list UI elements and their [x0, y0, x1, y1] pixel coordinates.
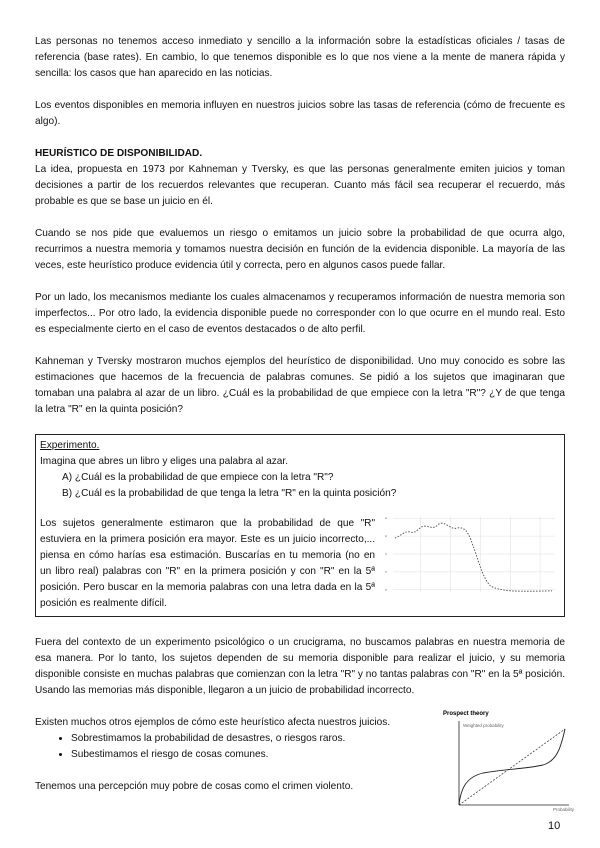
- letter-position-chart: [381, 508, 560, 598]
- page-number: 10: [548, 820, 561, 832]
- section-heading: HEURÍSTICO DE DISPONIBILIDAD.: [35, 148, 203, 159]
- chart-curve: [395, 523, 552, 591]
- paragraph-available-events: Los eventos disponibles en memoria influyen en nuestros juicios sobre las tasas de referencia (cómo de frecuente es algo).: [35, 100, 565, 127]
- experiment-options: [40, 470, 560, 502]
- prospect-weighting-curve: [459, 729, 565, 805]
- paragraph-risk: Cuando se nos pide que evaluemos un riesgo o emitamos un juicio sobre la probabilidad de que ocurra algo, recurrimos a nuestra memoria y tomamos nuestra decisión en función de la evidencia disponible. La mayoría de las veces, este heurístico produce evidencia útil y correcta, pero en algunos casos puede fallar.: [35, 228, 565, 271]
- paragraph-kahneman: Kahneman y Tversky mostraron muchos ejemplos del heurístico de disponibilidad. Uno muy conocido es sobre las estimaciones que hacemos de la frecuencia de palabras comunes. Se pidió a los sujetos que imaginaran que tomaban una palabra al azar de un libro. ¿Cuál es la probabilidad de que empiece con la letra "R"? ¿Y de que tenga la letra "R" en la quinta posición?: [35, 356, 565, 415]
- chart-gridlines: [393, 516, 555, 592]
- examples-section: [35, 711, 575, 812]
- paragraph-mechanisms: Por un lado, los mecanismos mediante los cuales almacenamos y recuperamos información de nuestra memoria son imperfectos... Por otro lado, la evidencia disponible puede no corresponder con lo que ocurre en el mundo real. Esto es especialmente cierto en el caso de eventos destacados o de alto perfil.: [35, 292, 565, 335]
- experiment-row: [40, 516, 560, 612]
- experiment-title: Experimento.: [40, 440, 100, 451]
- prospect-diagonal: [459, 729, 565, 805]
- prospect-chart-ylabel: Weighted probability: [463, 723, 504, 728]
- paragraph-outside-context: Fuera del contexto de un experimento psicológico o un crucigrama, no buscamos palabras en nuestra memoria de esa manera. Por lo tanto, los sujetos dependen de su memoria disponible para realizar el juicio, y su memoria disponible consiste en muchas palabras que comienzan con la letra "R" y no tantas palabras con "R" en la 5ª posición. Usando las memorias más disponible, llegaron a un juicio de probabilidad incorrecto.: [35, 637, 565, 696]
- prospect-chart-xlabel: Probability: [553, 807, 575, 812]
- paragraph-idea: La idea, propuesta en 1973 por Kahneman y Tversky, es que las personas generalmente emiten juicios y toman decisiones a partir de los recuerdos relevantes que recuperan. Cuanto más fácil sea recuperar el recuerdo, más probable es que se base un juicio en él.: [35, 164, 565, 207]
- prospect-theory-chart: [435, 707, 575, 817]
- experiment-box: [35, 434, 565, 617]
- experiment-prompt: Imagina que abres un libro y eliges una palabra al azar.: [40, 456, 289, 467]
- chart-tick-dots: [385, 517, 387, 590]
- prospect-chart-title: Prospect theory: [443, 711, 489, 717]
- list-item: • Subestimamos el riesgo de cosas comunes.: [71, 747, 565, 763]
- closing-sentence: Tenemos una percepción muy pobre de cosas como el crimen violento.: [35, 781, 354, 792]
- list-item: • Sobrestimamos la probabilidad de desastres, o riesgos raros.: [71, 731, 565, 747]
- experiment-option-b: B) ¿Cuál es la probabilidad de que tenga la letra "R" en la quinta posición?: [62, 488, 397, 499]
- document-page: [35, 34, 575, 812]
- paragraph-base-rates: Las personas no tenemos acceso inmediato y sencillo a la información sobre la estadísticas oficiales / tasas de referencia (base rates). En cambio, lo que tenemos disponible es lo que nos viene a la mente de manera rápida y sencilla: los casos que han aparecido en las noticias.: [35, 36, 565, 79]
- experiment-explanation: Los sujetos generalmente estimaron que la probabilidad de que "R" estuviera en la primera posición era mayor. Este es un juicio incorrecto,... piensa en cómo harías esa estimación. Buscarías en tu memoria (no en un libro real) palabras con "R" en la primera posición y con "R" en la 5ª posición. Pero buscar en la memoria palabras con una letra dada en la 5ª posición es realmente difícil.: [40, 518, 376, 609]
- examples-intro: Existen muchos otros ejemplos de cómo este heurístico afecta nuestros juicios.: [35, 717, 391, 728]
- experiment-option-a: A) ¿Cuál es la probabilidad de que empiece con la letra "R"?: [62, 472, 334, 483]
